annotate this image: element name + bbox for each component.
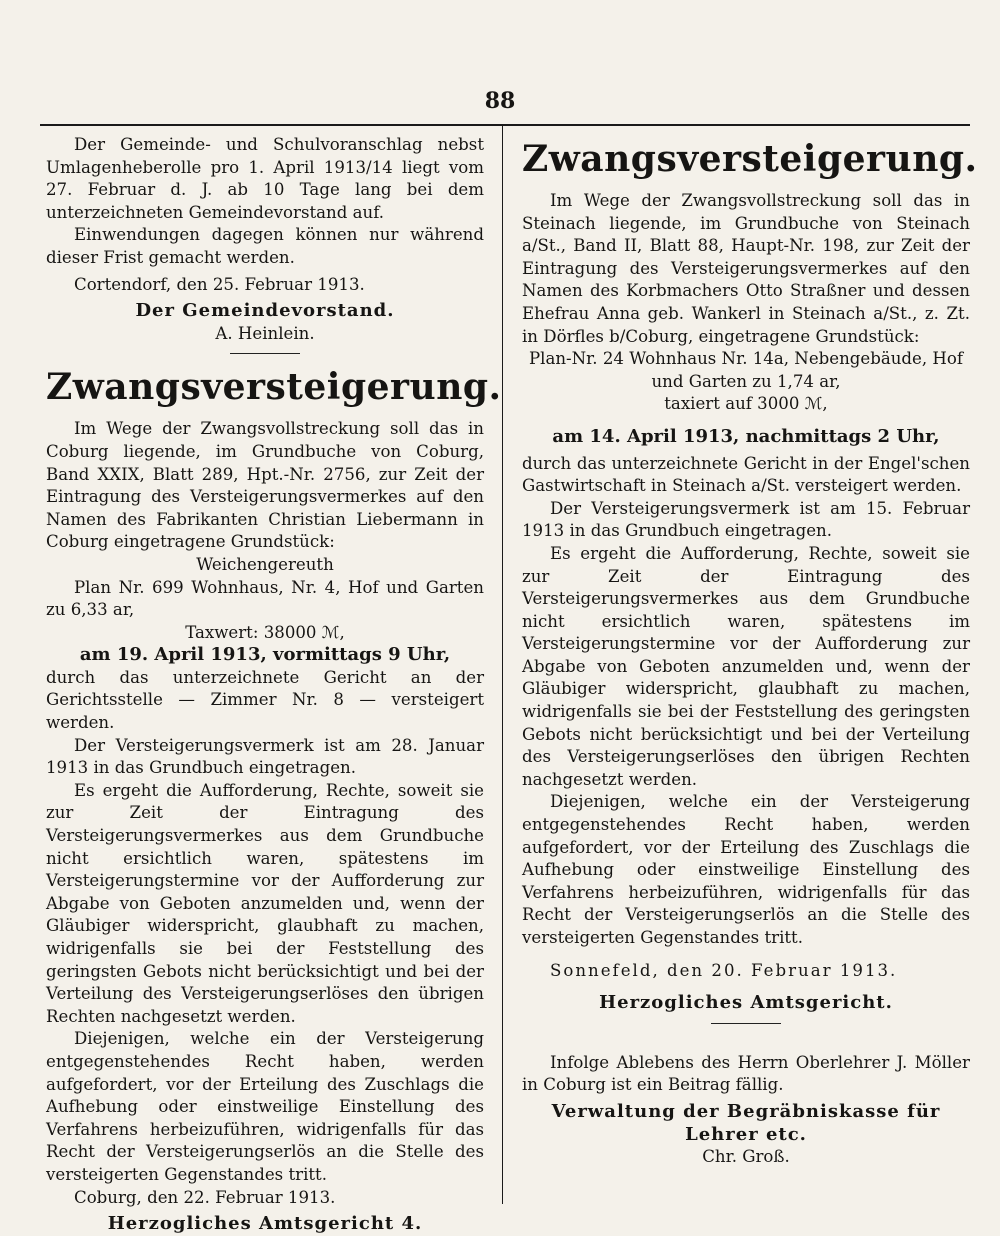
notice-auction-steinach-registration: Der Versteigerungsvermerk ist am 15. Februar 1913 in das Grundbuch eingetragen. bbox=[522, 498, 970, 541]
notice-auction-steinach-intro: Im Wege der Zwangsvollstreckung soll das in Steinach liegende, im Grundbuche von Steinach a/St., Band II, Blatt 88, Haupt-Nr. 198, zur Zeit der Eintragung des Versteigerungsvermerkes auf den Namen des Korbmachers Otto Straßner und dessen Ehefrau Anna geb. Wankerl in Steinach a/St., z. Zt. in Dörfles b/Coburg, eingetragene Grundstück: bbox=[522, 191, 970, 346]
notice-auction-coburg-place-date: Coburg, den 22. Februar 1913. bbox=[74, 1187, 336, 1207]
notice-auction-steinach-property: Plan-Nr. 24 Wohnhaus Nr. 14a, Nebengebäude, Hof und Garten zu 1,74 ar, bbox=[528, 349, 964, 391]
separator-rule-right bbox=[711, 1023, 781, 1024]
notice-burial-fund-text: Infolge Ablebens des Herrn Oberlehrer J. Möller in Coburg ist ein Beitrag fällig. bbox=[522, 1052, 970, 1095]
header-rule bbox=[40, 124, 970, 126]
notice-auction-coburg-venue: durch das unterzeichnete Gericht an der Gerichtsstelle — Zimmer Nr. 8 — versteigert werden. bbox=[46, 667, 484, 733]
notice-auction-coburg-value: Taxwert: 38000 ℳ, bbox=[185, 622, 345, 642]
notice-budget bbox=[46, 134, 484, 354]
notice-budget-objections: Einwendungen dagegen können nur während dieser Frist gemacht werden. bbox=[46, 225, 484, 267]
notice-budget-signatory: A. Heinlein. bbox=[215, 323, 315, 343]
notice-auction-steinach-authority: Herzogliches Amtsgericht. bbox=[599, 992, 893, 1014]
column-divider bbox=[502, 124, 503, 1204]
notice-auction-steinach-venue: durch das unterzeichnete Gericht in der Engel'schen Gastwirtschaft in Steinach a/St. versteigert werden. bbox=[522, 453, 970, 496]
notice-auction-coburg-date: am 19. April 1913, vormittags 9 Uhr, bbox=[79, 644, 451, 666]
notice-budget-place-date: Cortendorf, den 25. Februar 1913. bbox=[74, 274, 365, 294]
notice-auction-coburg-authority: Herzogliches Amtsgericht 4. bbox=[107, 1213, 423, 1235]
notice-auction-coburg-objections: Diejenigen, welche ein der Versteigerung entgegenstehendes Recht haben, werden aufgefordert, vor der Erteilung des Zuschlags die Aufhebung oder einstweilige Einstellung des Verfahrens herbeizuführen, widrigenfalls für das Recht der Versteigerungserlös an die Stelle des versteigerten Gegenstandes tritt. bbox=[46, 1029, 484, 1184]
notice-auction-steinach-objections: Diejenigen, welche ein der Versteigerung entgegenstehendes Recht haben, werden aufgefordert, vor der Erteilung des Zuschlags die Aufhebung oder einstweilige Einstellung des Verfahrens herbeizuführen, widrigenfalls für das Recht der Versteigerungserlös an die Stelle des versteigerten Gegenstandes tritt. bbox=[522, 792, 970, 947]
notice-burial-fund bbox=[522, 1032, 970, 1169]
page-number: 88 bbox=[484, 88, 516, 114]
notice-auction-coburg-heading: Zwangsversteigerung. bbox=[46, 366, 502, 409]
notice-auction-steinach-heading: Zwangsversteigerung. bbox=[522, 138, 978, 180]
notice-auction-steinach-summons: Es ergeht die Aufforderung, Rechte, soweit sie zur Zeit der Eintragung des Versteigerungsvermerkes aus dem Grundbuche nicht ersichtlich waren, spätestens im Versteigerungstermine vor der Aufforderung zur Abgabe von Geboten anzumelden und, wenn der Gläubiger widerspricht, glaubhaft zu machen, widrigenfalls sie bei der Feststellung des geringsten Gebots nicht berücksichtigt und bei der Verteilung des Versteigerungserlöses den übrigen Rechten nachgesetzt werden. bbox=[522, 543, 970, 789]
notice-auction-coburg-registration: Der Versteigerungsvermerk ist am 28. Januar 1913 in das Grundbuch eingetragen. bbox=[46, 735, 484, 778]
notice-auction-coburg-property: Plan Nr. 699 Wohnhaus, Nr. 4, Hof und Garten zu 6,33 ar, bbox=[46, 577, 484, 620]
notice-burial-fund-authority: Verwaltung der Begräbniskasse für Lehrer etc. bbox=[551, 1100, 941, 1145]
left-column bbox=[46, 134, 502, 1236]
notice-auction-coburg-summons: Es ergeht die Aufforderung, Rechte, soweit sie zur Zeit der Eintragung des Versteigerungsvermerkes aus dem Grundbuche nicht ersichtlich waren, spätestens im Versteigerungstermine vor der Aufforderung zur Abgabe von Geboten anzumelden und, wenn der Gläubiger widerspricht, glaubhaft zu machen, widrigenfalls sie bei der Feststellung des geringsten Gebots nicht berücksichtigt und bei der Verteilung des Versteigerungserlöses den übrigen Rechten nachgesetzt werden. bbox=[46, 780, 484, 1026]
notice-auction-coburg-location: Weichengereuth bbox=[196, 554, 334, 574]
notice-burial-fund-signatory: Chr. Groß. bbox=[702, 1147, 790, 1167]
notice-auction-coburg bbox=[46, 362, 502, 1235]
separator-rule bbox=[230, 353, 300, 354]
notice-auction-steinach bbox=[522, 134, 978, 1024]
notice-auction-steinach-date: am 14. April 1913, nachmittags 2 Uhr, bbox=[552, 425, 940, 447]
notice-budget-text: Der Gemeinde- und Schulvoranschlag nebst Umlagenheberolle pro 1. April 1913/14 liegt vom 27. Februar d. J. ab 10 Tage lang bei dem unterzeichneten Gemeindevorstand auf. bbox=[46, 135, 484, 222]
notice-budget-authority: Der Gemeindevorstand. bbox=[135, 300, 395, 322]
notice-auction-coburg-intro: Im Wege der Zwangsvollstreckung soll das in Coburg liegende, im Grundbuche von Coburg, Band XXIX, Blatt 289, Hpt.-Nr. 2756, zur Zeit der Eintragung des Versteigerungsvermerkes auf den Namen des Fabrikanten Christian Liebermann in Coburg eingetragene Grundstück: bbox=[46, 419, 484, 552]
right-column bbox=[522, 134, 978, 1169]
notice-auction-steinach-value: taxiert auf 3000 ℳ, bbox=[664, 394, 828, 414]
notice-auction-steinach-place-date: Sonnefeld, den 20. Februar 1913. bbox=[550, 960, 898, 980]
